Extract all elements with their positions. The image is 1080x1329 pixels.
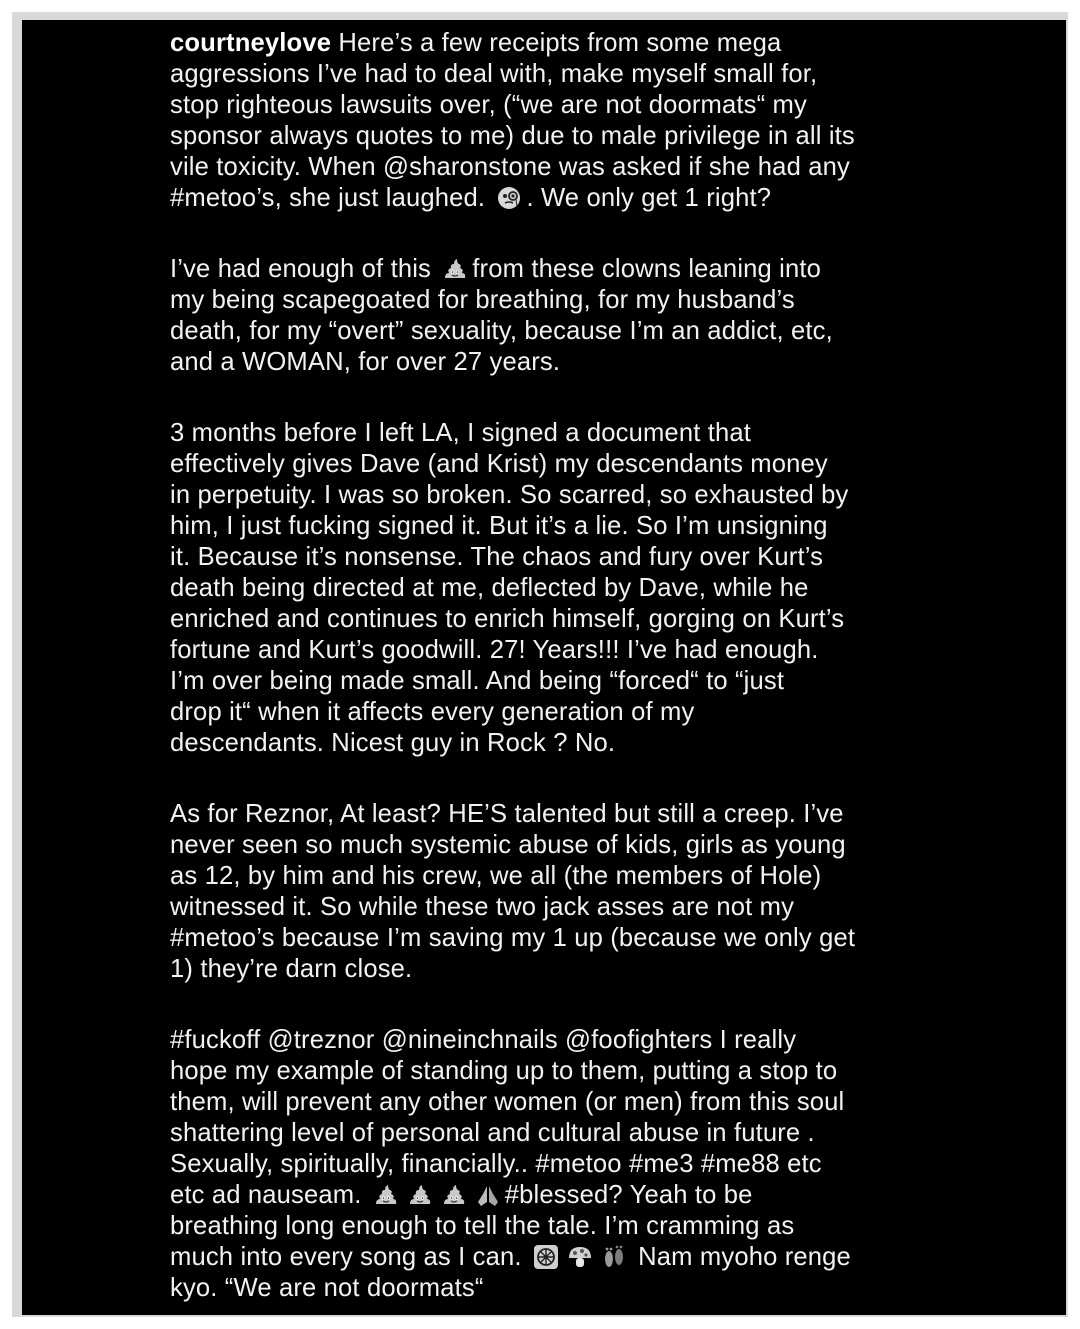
caption-text: never seen so much systemic abuse of kids, girls as young xyxy=(170,831,846,859)
caption-text: vile toxicity. When @sharonstone was asked if she had any xyxy=(170,153,850,181)
caption-line xyxy=(170,830,930,861)
caption-line xyxy=(170,28,930,59)
caption-text: 1) they’re darn close. xyxy=(170,955,413,983)
caption-text: I’ve had enough of this xyxy=(170,255,439,283)
caption-line xyxy=(170,923,930,954)
pile-of-poo-icon xyxy=(373,1182,399,1208)
caption-line xyxy=(170,666,930,697)
caption-line xyxy=(170,152,930,183)
caption-text: descendants. Nicest guy in Rock ? No. xyxy=(170,729,616,757)
caption-text: it. Because it’s nonsense. The chaos and fury over Kurt’s xyxy=(170,543,824,571)
caption-line xyxy=(170,954,930,985)
pile-of-poo-icon xyxy=(407,1182,433,1208)
caption-line xyxy=(170,1118,930,1149)
caption-text: Here’s a few receipts from some mega xyxy=(338,29,782,57)
caption-line xyxy=(170,254,930,285)
caption-panel xyxy=(22,20,1066,1315)
caption-text: breathing long enough to tell the tale. I’m cramming as xyxy=(170,1212,795,1240)
caption-line xyxy=(170,697,930,728)
caption-line xyxy=(170,59,930,90)
caption-text: As for Reznor, At least? HE’S talented but still a creep. I’ve xyxy=(170,800,844,828)
caption-text: enriched and continues to enrich himself, gorging on Kurt’s xyxy=(170,605,845,633)
caption-text: Sexually, spiritually, financially.. #metoo #me3 #me88 etc xyxy=(170,1150,822,1178)
caption-line xyxy=(170,604,930,635)
face-with-monocle-icon xyxy=(496,185,522,211)
caption-line xyxy=(170,1273,930,1304)
caption-text: and a WOMAN, for over 27 years. xyxy=(170,348,561,376)
caption-line xyxy=(170,285,930,316)
caption-paragraph xyxy=(170,28,930,214)
post-caption xyxy=(170,28,930,1304)
caption-line xyxy=(170,728,930,759)
caption-text: witnessed it. So while these two jack asses are not my xyxy=(170,893,795,921)
caption-text: I’m over being made small. And being “forced“ to “just xyxy=(170,667,785,695)
caption-text: stop righteous lawsuits over, (“we are not doormats“ my xyxy=(170,91,807,119)
caption-text: #metoo’s because I’m saving my 1 up (because we only get xyxy=(170,924,856,952)
caption-text: my being scapegoated for breathing, for my husband’s xyxy=(170,286,795,314)
caption-text: shattering level of personal and cultural abuse in future . xyxy=(170,1119,815,1147)
caption-line xyxy=(170,316,930,347)
caption-text: etc ad nauseam. xyxy=(170,1181,369,1209)
wheel-of-dharma-icon xyxy=(533,1244,559,1270)
caption-line xyxy=(170,635,930,666)
caption-line xyxy=(170,573,930,604)
caption-line xyxy=(170,1180,930,1211)
caption-text: in perpetuity. I was so broken. So scarred, so exhausted by xyxy=(170,481,849,509)
caption-line xyxy=(170,542,930,573)
caption-line xyxy=(170,90,930,121)
caption-text: 3 months before I left LA, I signed a document that xyxy=(170,419,752,447)
caption-text: drop it“ when it affects every generation of my xyxy=(170,698,695,726)
pile-of-poo-icon xyxy=(441,1182,467,1208)
caption-paragraph xyxy=(170,418,930,759)
caption-line xyxy=(170,892,930,923)
folded-hands-icon xyxy=(475,1182,501,1208)
caption-line xyxy=(170,480,930,511)
caption-line xyxy=(170,347,930,378)
caption-line xyxy=(170,1149,930,1180)
caption-paragraph xyxy=(170,1025,930,1304)
caption-text: #blessed? Yeah to be xyxy=(504,1181,753,1209)
caption-text: hope my example of standing up to them, putting a stop to xyxy=(170,1057,838,1085)
footprints-icon xyxy=(601,1244,627,1270)
mushroom-icon xyxy=(567,1244,593,1270)
caption-line xyxy=(170,121,930,152)
caption-line xyxy=(170,1025,930,1056)
pile-of-poo-icon xyxy=(442,256,468,282)
caption-text: effectively gives Dave (and Krist) my descendants money xyxy=(170,450,828,478)
caption-text: . We only get 1 right? xyxy=(526,184,772,212)
caption-paragraph xyxy=(170,799,930,985)
caption-line xyxy=(170,183,930,214)
caption-text: from these clowns leaning into xyxy=(472,255,822,283)
caption-text: kyo. “We are not doormats“ xyxy=(170,1274,484,1302)
caption-line xyxy=(170,449,930,480)
caption-text: aggressions I’ve had to deal with, make myself small for, xyxy=(170,60,818,88)
caption-line xyxy=(170,1087,930,1118)
caption-text: death being directed at me, deflected by Dave, while he xyxy=(170,574,809,602)
caption-text: them, will prevent any other women (or men) from this soul xyxy=(170,1088,845,1116)
caption-text: death, for my “overt” sexuality, because I’m an addict, etc, xyxy=(170,317,833,345)
caption-text: much into every song as I can. xyxy=(170,1243,529,1271)
caption-line xyxy=(170,1211,930,1242)
caption-line xyxy=(170,861,930,892)
caption-line xyxy=(170,1056,930,1087)
caption-text: sponsor always quotes to me) due to male privilege in all its xyxy=(170,122,855,150)
caption-line xyxy=(170,799,930,830)
caption-line xyxy=(170,511,930,542)
caption-text: #metoo’s, she just laughed. xyxy=(170,184,493,212)
username-link[interactable]: courtneylove xyxy=(170,29,332,57)
caption-paragraph xyxy=(170,254,930,378)
caption-text: Nam myoho renge xyxy=(630,1243,851,1271)
caption-line xyxy=(170,1242,930,1273)
caption-text: #fuckoff @treznor @nineinchnails @foofighters I really xyxy=(170,1026,797,1054)
caption-text: him, I just fucking signed it. But it’s a lie. So I’m unsigning xyxy=(170,512,828,540)
caption-line xyxy=(170,418,930,449)
caption-text: fortune and Kurt’s goodwill. 27! Years!!! I’ve had enough. xyxy=(170,636,819,664)
caption-text: as 12, by him and his crew, we all (the members of Hole) xyxy=(170,862,822,890)
